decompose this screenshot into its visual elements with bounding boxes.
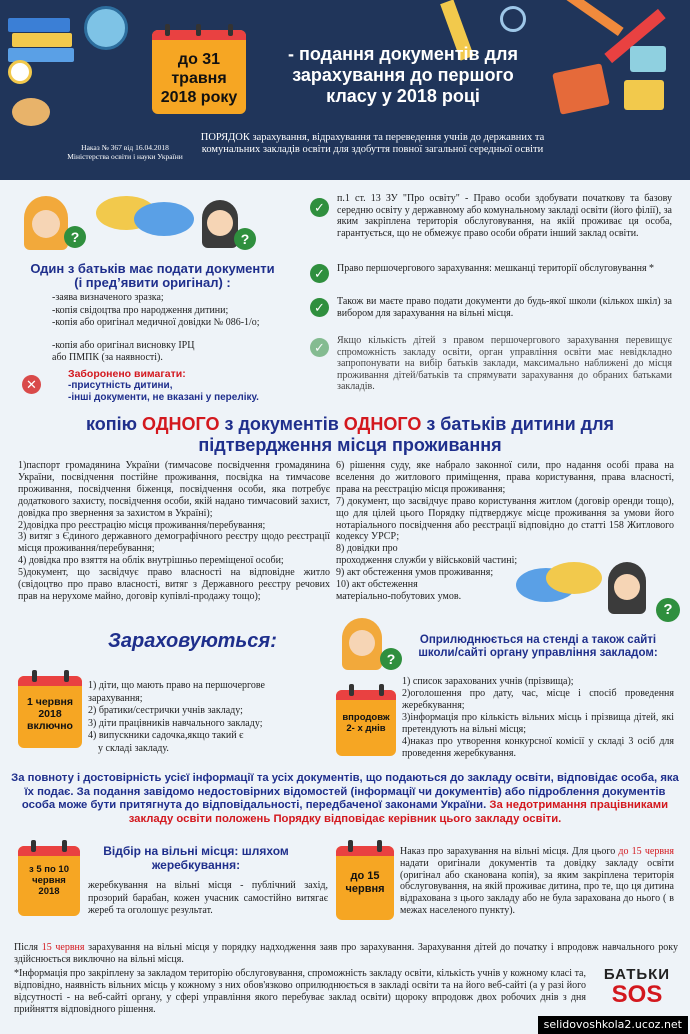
submit-docs-heading: Один з батьків має подати документи (і пред’явити оригінал) : [30, 261, 275, 290]
page-subtitle: ПОРЯДОК зарахування, відрахування та переведення учнів до державних та комунальних закладів освіти для здобуття повної загальної середньої освіти [200, 132, 545, 155]
people-illustration-2 [516, 558, 686, 628]
book-icon [552, 63, 610, 114]
check-icon: ✓ [310, 198, 329, 217]
site-watermark: selidovoshkola2.ucoz.net [538, 1016, 688, 1034]
order-calendar: до 15 червня [336, 846, 394, 920]
scissors-icon [500, 6, 526, 32]
header-banner [0, 0, 690, 180]
lottery-calendar: з 5 по 10 червня 2018 [18, 846, 80, 916]
palette-icon [12, 98, 50, 126]
order-reference: Наказ № 367 від 16.04.2018 Міністерства освіти і науки України [67, 143, 183, 161]
proof-of-residence-heading: копію ОДНОГО з документів ОДНОГО з батьків дитини для підтвердження місця проживання [85, 414, 615, 455]
speech-bubble-icon [546, 562, 602, 594]
check-icon: ✓ [310, 264, 329, 283]
enroll-list: 1) діти, що мають право на першочергове зарахування; 2) братики/сестрички учнів закладу; 3) діти працівників навчального закладу; 4) випускники садочка,якщо такий є у складі закладу. [88, 680, 265, 754]
lottery-text: жеребкування на вільні місця - публічний захід, прозорий барабан, кожен учасник самостійно витягає жереб та оголошує результат. [88, 880, 328, 916]
batky-sos-logo: БАТЬКИ SOS [603, 966, 671, 1008]
publish-heading: Оприлюднюється на стенді а також сайті школи/сайті органу управління закладом: [418, 634, 658, 659]
clock-icon [8, 60, 32, 84]
enroll-calendar: 1 червня 2018 включно [18, 676, 82, 748]
footnote-text: *Інформація про закріплену за закладом територію обслуговування, спроможність закладу освіти, кількість учнів у кожному класі та, відповідно, наявність вільних місць у кожному з них обов'язково оприлюднюється в закладі освіти та на його веб-сайті (а у разі його відсутності - на веб-сайті органу, у сфері управління якого перебуває заклад освіти) щороку впродовж двох робочих днів з дня прийняття відповідного рішення. [14, 968, 586, 1015]
publish-list: 1) список зарахованих учнів (прізвища); 2)оголошення про дату, час, місце і спосіб проведення жеребкування; 3)інформація про кількість вільних місць і прізвища дітей, які претендують на вільні місця; 4)наказ про утворення конкурсної комісії у складі 3 осіб для проведення жеребкування. [402, 676, 674, 759]
people-illustration-3 [336, 616, 406, 680]
overflow-rule-text: Якщо кількість дітей з правом першочергового зарахування перевищує спроможність закладу освіти, орган управління освіти має невідкладно запропонувати на вибір батьків заклади, максимально наближені до місця проживання дітей/батьків та спрямувати зарахування до обраних батьками закладів. [337, 335, 672, 392]
order-text: Наказ про зарахування на вільні місця. Для цього до 15 червня надати оригінали документів та довідку закладу освіти (оригінал або сканована копія), за яким закріплена територія обслуговування, на якій проживає дитина, про те, що ця дитина відрахована з цього закладу або не була зарахована до нього ( в межах населеного пункту). [400, 846, 674, 916]
residence-docs-left: 1)паспорт громадянина України (тимчасове посвідчення громадянина України, посвідчення постійне проживання, посвідка на тимчасове проживання, посвідчення біженця, посвідчення особи, яка потребує додаткового захисту, посвідчення особи, якій надано тимчасовий захист, довідка про звернення за захистом в Україні); 2)довідка про реєстрацію місця проживання/перебування; 3) витяг з Єдиного державного демографічного реєстру щодо реєстрації місця проживання/перебування; 4) довідка про взяття на облік внутрішньо переміщеної особи; 5)документ, що засвідчує право власності на відповідне житло (свідоцтво про право власності, витяг з Державного реєстру речових прав на нерухоме майно, договір купівлі-продажу тощо); [18, 460, 330, 602]
sharpener-icon [624, 80, 664, 110]
enroll-heading: Зараховуються: [108, 630, 277, 652]
lottery-heading: Відбір на вільні місця: шляхом жеребкування: [103, 844, 289, 872]
speech-bubble-icon [134, 202, 194, 236]
glue-icon [630, 46, 666, 72]
law-article-text: п.1 ст. 13 ЗУ "Про освіту" - Право особи здобувати початкову та базову середню освіту у державному або комунальному закладі освіти (його філії), за яким закріплена територія обслуговування, на якій проживає ця особа, гарантується, що не обмежує право особи обрати інший заклад освіти. [337, 193, 672, 239]
responsibility-notice: За повноту і достовірність усієї інформації та усіх документів, що подаються до закладу освіти, відповідає особа, яка їх подає. За подання завідомо недостовірних відомостей (інформації чи документів) або підроблення документів особа може бути притягнута до відповідальності, передбаченої законами України. За недотримання працівниками закладу освіти положень Порядку відповідає керівник цього закладу освіти. [11, 772, 679, 825]
question-icon: ? [234, 228, 256, 250]
page-title: - подання документів для зарахування до першого класу у 2018 році [288, 44, 518, 106]
after-date-text: Після 15 червня зарахування на вільні місця у порядку надходження заяв про зарахування. Зарахування дітей до початку і впродовж навчального року здійснюється виключно на вільні місця. [14, 942, 679, 965]
check-icon: ✓ [310, 338, 329, 357]
question-icon: ? [64, 226, 86, 248]
priority-right-text: Право першочергового зарахування: мешканці території обслуговування * [337, 263, 655, 274]
forbidden-title: Заборонено вимагати: [68, 368, 186, 380]
check-icon: ✓ [310, 298, 329, 317]
question-icon: ? [656, 598, 680, 622]
any-school-text: Також ви маєте право подати документи до будь-якої школи (кількох шкіл) за вибором для зарахування на вільні місця. [337, 296, 672, 319]
required-docs-list: -заява визначеного зразка; -копія свідоцтва про народження дитини; -копія або оригінал медичної довідки № 086-1/о; -копія або оригінал висновку ІРЦ або ПМПК (за наявності). [52, 292, 260, 363]
globe-icon [84, 6, 128, 50]
pencil-icon [552, 0, 623, 36]
forbidden-list: -присутність дитини, -інші документи, не вказані у переліку. [68, 380, 259, 403]
residence-docs-right: 6) рішення суду, яке набрало законної сили, про надання особі права на вселення до житлового приміщення, права користування, права власності, права на реєстрацію місця проживання; 7) документ, що засвідчує право користування житлом (договір оренди тощо), що для цілей цього Порядку підтверджує місце проживання за умови його нотаріального посвідчення або реєстрації відповідно до статті 158 Житлового кодексу УРСР; 8) довідки про проходження служби у військовій частині; 9) акт обстеження умов проживання; 10) акт обстеження матеріально-побутових умов. [336, 460, 674, 602]
publish-calendar: впродовж 2- х днів [336, 690, 396, 756]
forbidden-icon: ✕ [22, 375, 41, 394]
deadline-calendar: до 31 травня 2018 року [152, 30, 246, 114]
people-illustration-1 [14, 192, 254, 254]
question-icon: ? [380, 648, 402, 670]
